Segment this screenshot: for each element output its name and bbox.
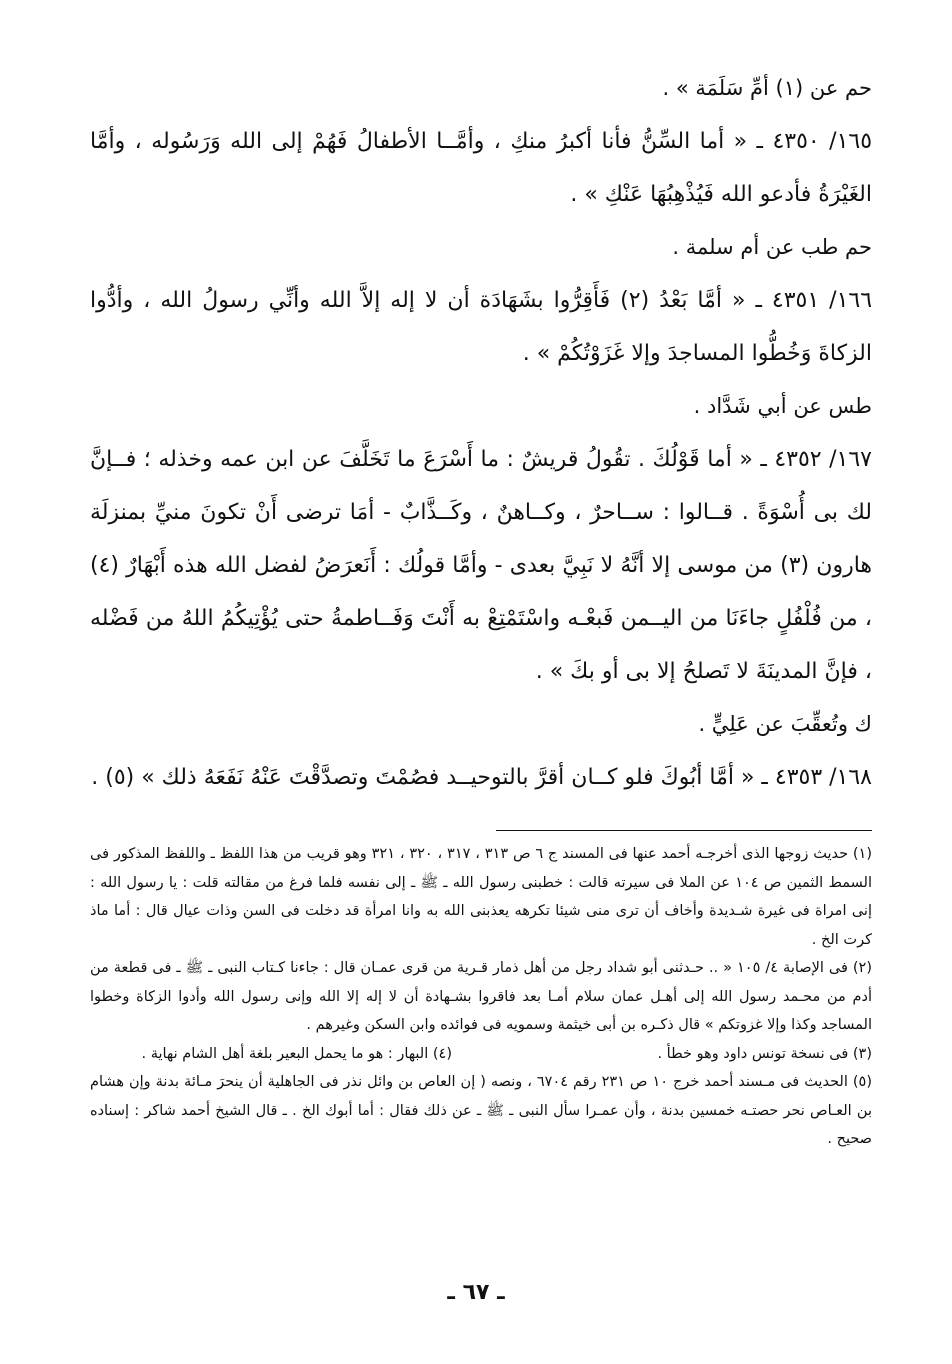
footnote-3: (٣) فى نسخة تونس داود وهو خطأ . (657, 1045, 872, 1062)
hadith-167: ١٦٧/ ٤٣٥٢ ـ « أما قَوْلُكَ . تقُولُ قريشٌ : ما أَسْرَعَ ما تَخَلَّفَ عن ابن عمه وخذله ؛ فــإنَّ لك بى أُسْوَةً . قــالوا : ســاحرٌ ، وكــاهنٌ ، وكَــذَّابٌ - أمَا ترضى أَنْ تكونَ منيِّ بمنزلَة هارون (٣) من موسى إلا أنَّهُ لا نَبِيَّ بعدى - وأمَّا قولُك : أَنَعرَضُ لفضل الله هذه أَبْهَارٌ (٤) ، من فُلْفُلٍ جاءَنَا من اليــمن فَبعْـه واسْتَمْتِعْ به أَنْتَ وَفَــاطمةُ حتى يُؤْتِيكُمُ اللهُ من فَضْله ، فإنَّ المدينَةَ لا تَصلحُ إلا بى أو بكَ » . (90, 447, 872, 684)
footnote-row (90, 1040, 872, 1069)
footnote-4: (٤) البهار : هو ما يحمل البعير بلغة أهل الشام نهاية . (141, 1045, 452, 1062)
source-line: حم عن (١) أمِّ سَلَمَة » . (662, 76, 872, 100)
footnote-5: (٥) الحديث فى مـسند أحمد خرج ١٠ ص ٢٣١ رقم ٦٧٠٤ ، ونصه ( إن العاص بن وائل نذر فى الجاهلية أن ينحرَ مـائة بدنة وإن هشام بن العـاص نحر حصتـه خمسين بدنة ، وأن عمـرا سأل النبى ـ ﷺ ـ عن ذلك فقال : أما أبوك الخ . ـ قال الشيخ أحمد شاكر : إسناده صحيح . (90, 1074, 872, 1147)
footnotes (90, 840, 872, 1154)
source-line: حم طب عن أم سلمة . (672, 235, 872, 259)
footnote-2: (٢) فى الإصابة ٤/ ١٠٥ « .. حـدثنى أبو شداد رجل من أهل ذمار قـرية من قرى عمـان قال : جاءنا كـتاب النبى ـ ﷺ ـ فى قطعة من أدم من محـمد رسول الله إلى أهـل عمان سلام أمـا بعد فاقروا بشـهادة أن لا إله إلا الله وإنى رسول الله وأدوا الزكاة وخطوا المساجد وكذا وإلا غزوتكم » قال ذكـره بن أبى خيثمة وسمويه فى فوائده وابن السكن وغيرهم . (90, 960, 872, 1033)
hadith-168: ١٦٨/ ٤٣٥٣ ـ « أمَّا أبُوكَ فلو كــان أقرَّ بالتوحيــد فصُمْتَ وتصدَّقْتَ عَنْهُ نَفَعَهُ ذلك » (٥) . (91, 765, 872, 790)
page-number: ـ ٦٧ ـ (447, 1280, 505, 1305)
main-text (90, 62, 872, 804)
source-line: طس عن أبي شَدَّاد . (693, 394, 872, 418)
hadith-165: ١٦٥/ ٤٣٥٠ ـ « أما السِّنُّ فأنا أكبرُ منكِ ، وأمَّــا الأطفالُ فَهُمْ إلى الله وَرَسُوله ، وأمَّا الغَيْرَةُ فأدعو الله فَيُذْهِبُهَا عَنْكِ » . (90, 129, 873, 207)
footnote-divider (496, 830, 872, 831)
footnote-1: (١) حديث زوجها الذى أخرجـه أحمد عنها فى المسند ج ٦ ص ٣١٣ ، ٣١٧ ، ٣٢٠ ، ٣٢١ وهو قريب من هذا اللفظ ـ واللفظ المذكور فى السمط الثمين ص ١٠٤ عن الملا فى سيرته قالت : خطبنى رسول الله ـ ﷺ ـ إلى نفسه فلما فرغ من مقالته قلت : يا رسول الله : إنى امراة فى غيرة شـديدة وأخاف أن ترى منى شيئا تكرهه يعذبنى الله به وانا امرأة قد دخلت فى السن وذات عيال قال : أما ماذ كرت الخ . (90, 846, 873, 948)
hadith-166: ١٦٦/ ٤٣٥١ ـ « أمَّا بَعْدُ (٢) فَأَقِرُّوا بشَهَادَة أن لا إله إلاَّ الله وأنِّي رسولُ الله ، وأدُّوا الزكاةَ وَخُطُّوا المساجدَ وإلا غَزَوْتُكُمْ » . (90, 288, 873, 366)
source-line: ك وتُعقِّبَ عن عَلِيٍّ . (698, 712, 872, 736)
